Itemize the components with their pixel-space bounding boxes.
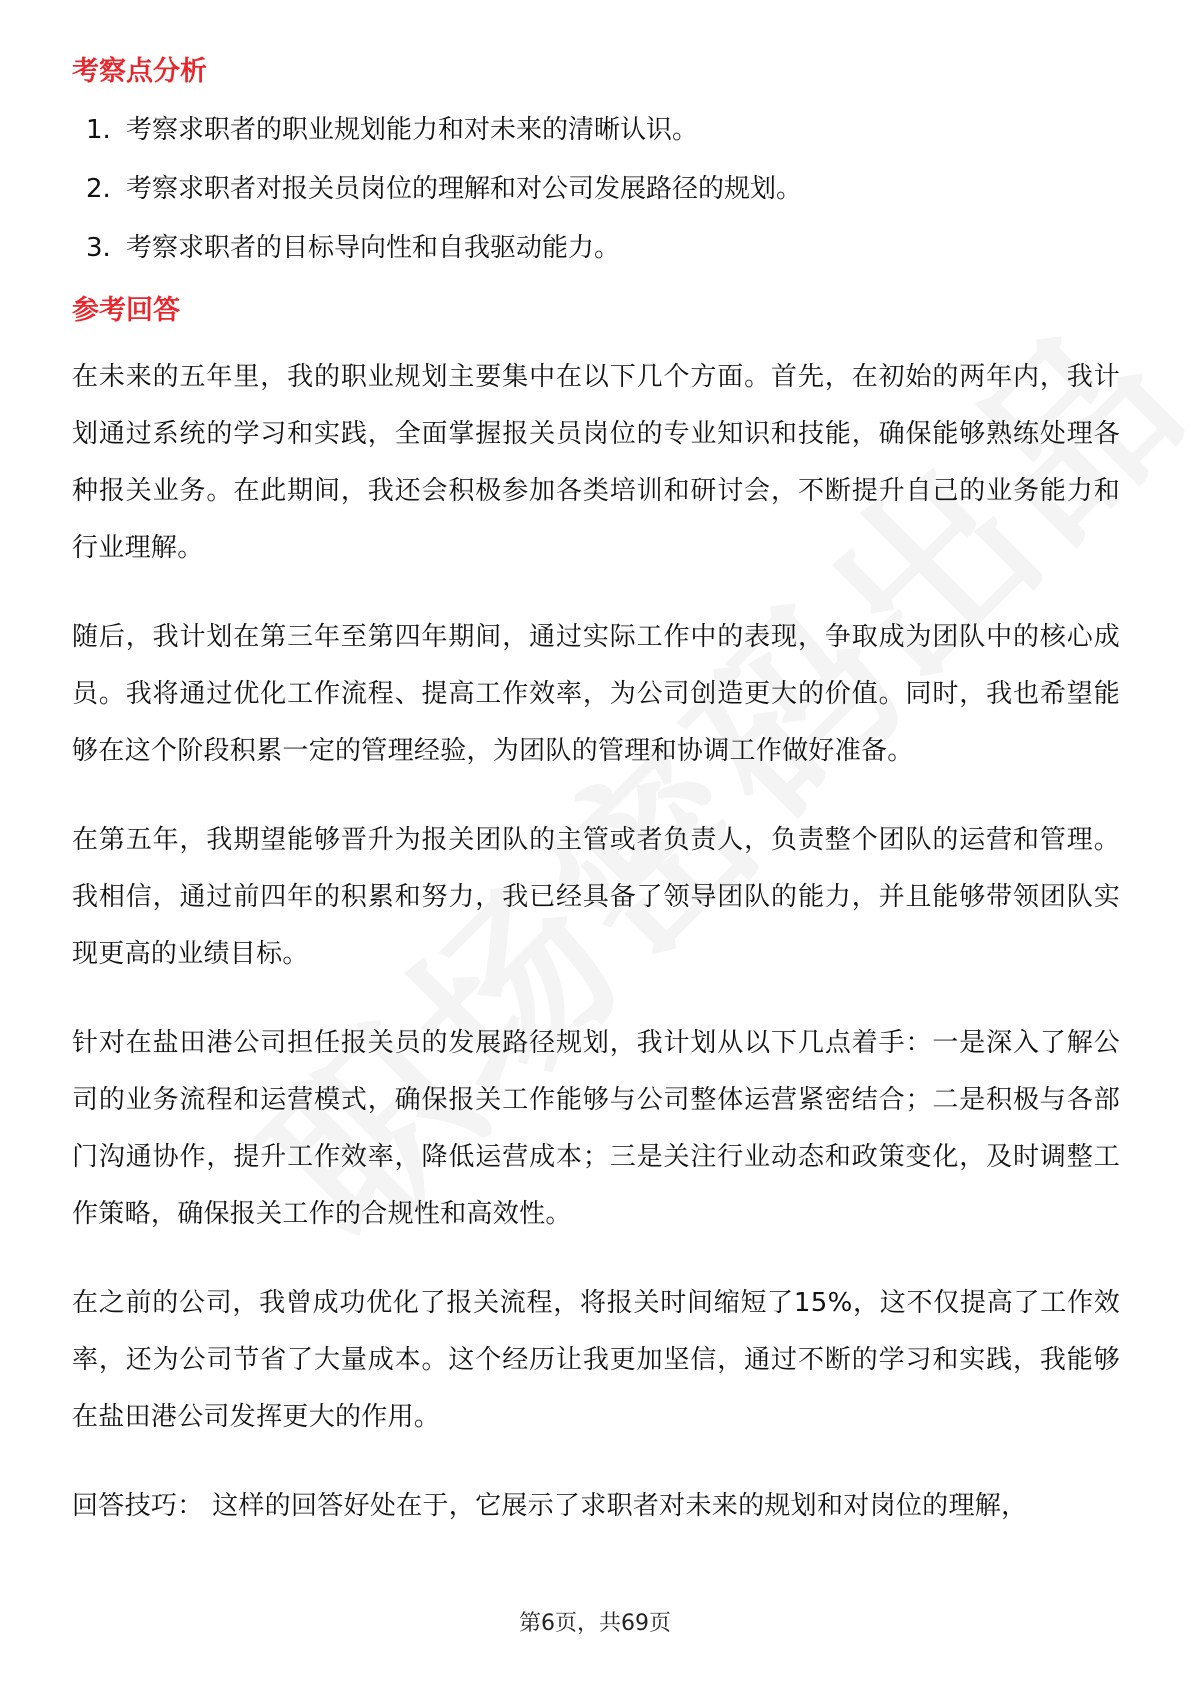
answer-paragraph: 在第五年，我期望能够晋升为报关团队的主管或者负责人，负责整个团队的运营和管理。我相信，通过前四年的积累和努力，我已经具备了领导团队的能力，并且能够带领团队实现更高的业绩目标。 (72, 825, 1120, 969)
list-item-number: 1. (86, 115, 111, 145)
page-content (72, 50, 1120, 1535)
list-item-number: 2. (86, 174, 111, 204)
answer-heading: 参考回答 (72, 295, 180, 326)
list-item (86, 171, 1120, 207)
list-item-number: 3. (86, 233, 111, 263)
page-number: 第6页，共69页 (519, 1611, 671, 1636)
answer-paragraph: 在未来的五年里，我的职业规划主要集中在以下几个方面。首先，在初始的两年内，我计划通过系统的学习和实践，全面掌握报关员岗位的专业知识和技能，确保能够熟练处理各种报关业务。在此期间，我还会积极参加各类培训和研讨会，不断提升自己的业务能力和行业理解。 (72, 362, 1120, 563)
analysis-list (72, 112, 1120, 266)
answer-paragraph: 针对在盐田港公司担任报关员的发展路径规划，我计划从以下几点着手：一是深入了解公司的业务流程和运营模式，确保报关工作能够与公司整体运营紧密结合；二是积极与各部门沟通协作，提升工作效率，降低运营成本；三是关注行业动态和政策变化，及时调整工作策略，确保报关工作的合规性和高效性。 (72, 1028, 1120, 1229)
answer-tips-paragraph: 回答技巧： 这样的回答好处在于，它展示了求职者对未来的规划和对岗位的理解， (72, 1491, 1028, 1521)
list-item (86, 112, 1120, 148)
list-item-text: 考察求职者对报关员岗位的理解和对公司发展路径的规划。 (126, 174, 803, 204)
analysis-heading: 考察点分析 (72, 56, 207, 87)
answer-paragraph: 随后，我计划在第三年至第四年期间，通过实际工作中的表现，争取成为团队中的核心成员。我将通过优化工作流程、提高工作效率，为公司创造更大的价值。同时，我也希望能够在这个阶段积累一定的管理经验，为团队的管理和协调工作做好准备。 (72, 622, 1120, 766)
list-item-text: 考察求职者的目标导向性和自我驱动能力。 (126, 233, 621, 263)
answer-paragraph: 在之前的公司，我曾成功优化了报关流程，将报关时间缩短了15%，这不仅提高了工作效率，还为公司节省了大量成本。这个经历让我更加坚信，通过不断的学习和实践，我能够在盐田港公司发挥更大的作用。 (72, 1288, 1120, 1432)
list-item (86, 230, 1120, 266)
list-item-text: 考察求职者的职业规划能力和对未来的清晰认识。 (126, 115, 699, 145)
